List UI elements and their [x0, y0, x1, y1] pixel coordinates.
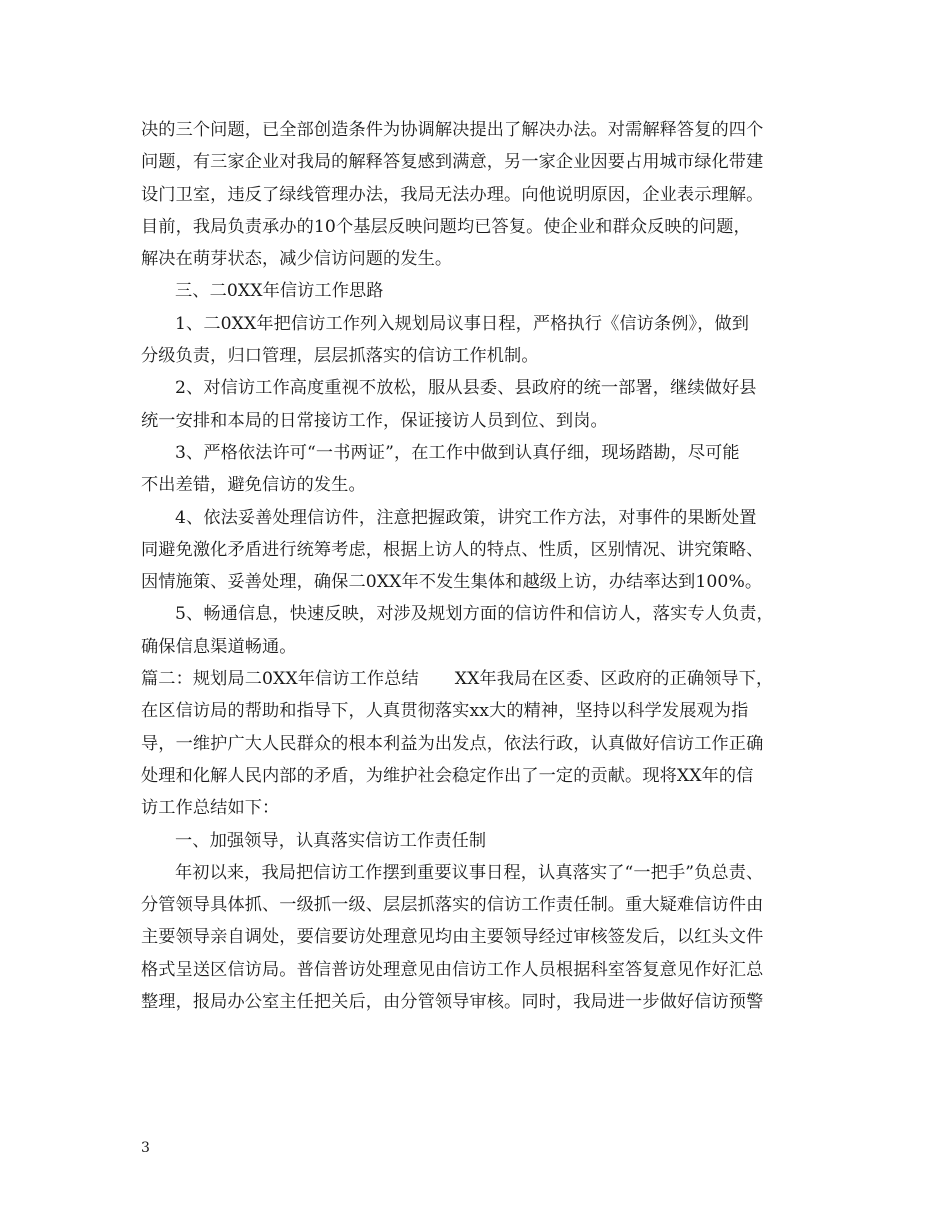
text-line: 访工作总结如下：: [141, 798, 280, 819]
text-line: 确保信息渠道畅通。: [141, 636, 297, 657]
text-line: 不出差错，避免信访的发生。: [141, 475, 366, 496]
text-line: 5、畅通信息，快速反映，对涉及规划方面的信访件和信访人，落实专人负责，: [175, 604, 774, 625]
text-line: 在区信访局的帮助和指导下，人真贯彻落实xx大的精神，坚持以科学发展观为指: [141, 701, 749, 722]
text-line: 问题，有三家企业对我局的解释答复感到满意，另一家企业因要占用城市绿化带建: [141, 152, 764, 173]
text-line: 解决在萌芽状态，减少信访问题的发生。: [141, 249, 453, 270]
text-line: 4、依法妥善处理信访件，注意把握政策，讲究工作方法，对事件的果断处置: [175, 507, 757, 528]
text-line: 同避免激化矛盾进行统筹考虑，根据上访人的特点、性质，区别情况、讲究策略、: [141, 539, 764, 560]
page-number: 3: [141, 1140, 150, 1156]
chapter-title: 篇二：规划局二0XX年信访工作总结: [141, 669, 419, 690]
chapter-lead-text: XX年我局在区委、区政府的正确领导下，: [454, 669, 774, 690]
text-line: 处理和化解人民内部的矛盾，为维护社会稳定作出了一定的贡献。现将XX年的信: [141, 765, 754, 786]
section-heading: 一、加强领导，认真落实信访工作责任制: [175, 830, 487, 851]
text-line: 主要领导亲自调处，要信要访处理意见均由主要领导经过审核签发后，以红头文件: [141, 927, 764, 948]
text-line: 设门卫室，违反了绿线管理办法，我局无法办理。向他说明原因，企业表示理解。: [141, 184, 764, 205]
chapter-line: [141, 663, 831, 695]
text-line: 分管领导具体抓、一级抓一级、层层抓落实的信访工作责任制。重大疑难信访件由: [141, 895, 764, 916]
text-line: 决的三个问题，已全部创造条件为协调解决提出了解决办法。对需解释答复的四个: [141, 120, 764, 140]
text-line: 统一安排和本局的日常接访工作，保证接访人员到位、到岗。: [141, 410, 608, 431]
text-line: 整理，报局办公室主任把关后，由分管领导审核。同时，我局进一步做好信访预警: [141, 992, 764, 1013]
text-line: 目前，我局负责承办的10个基层反映问题均已答复。使企业和群众反映的问题，: [141, 216, 751, 237]
text-line: 年初以来，我局把信访工作摆到重要议事日程，认真落实了“一把手”负总责、: [175, 862, 764, 883]
text-line: 分级负责，归口管理，层层抓落实的信访工作机制。: [141, 346, 539, 367]
text-line: 3、严格依法许可“一书两证”，在工作中做到认真仔细，现场踏勘，尽可能: [175, 442, 740, 463]
text-line: 2、对信访工作高度重视不放松，服从县委、县政府的统一部署，继续做好县: [175, 378, 757, 399]
text-line: 1、二0XX年把信访工作列入规划局议事日程，严格执行《信访条例》，做到: [175, 313, 750, 334]
text-line: 导，一维护广大人民群众的根本利益为出发点，依法行政，认真做好信访工作正确: [141, 733, 764, 754]
section-heading: 三、二0XX年信访工作思路: [175, 281, 384, 302]
document-body: [141, 114, 831, 1018]
text-line: 因情施策、妥善处理，确保二0XX年不发生集体和越级上访，办结率达到100%。: [141, 572, 763, 593]
text-line: 格式呈送区信访局。普信普访处理意见由信访工作人员根据科室答复意见作好汇总: [141, 959, 764, 980]
